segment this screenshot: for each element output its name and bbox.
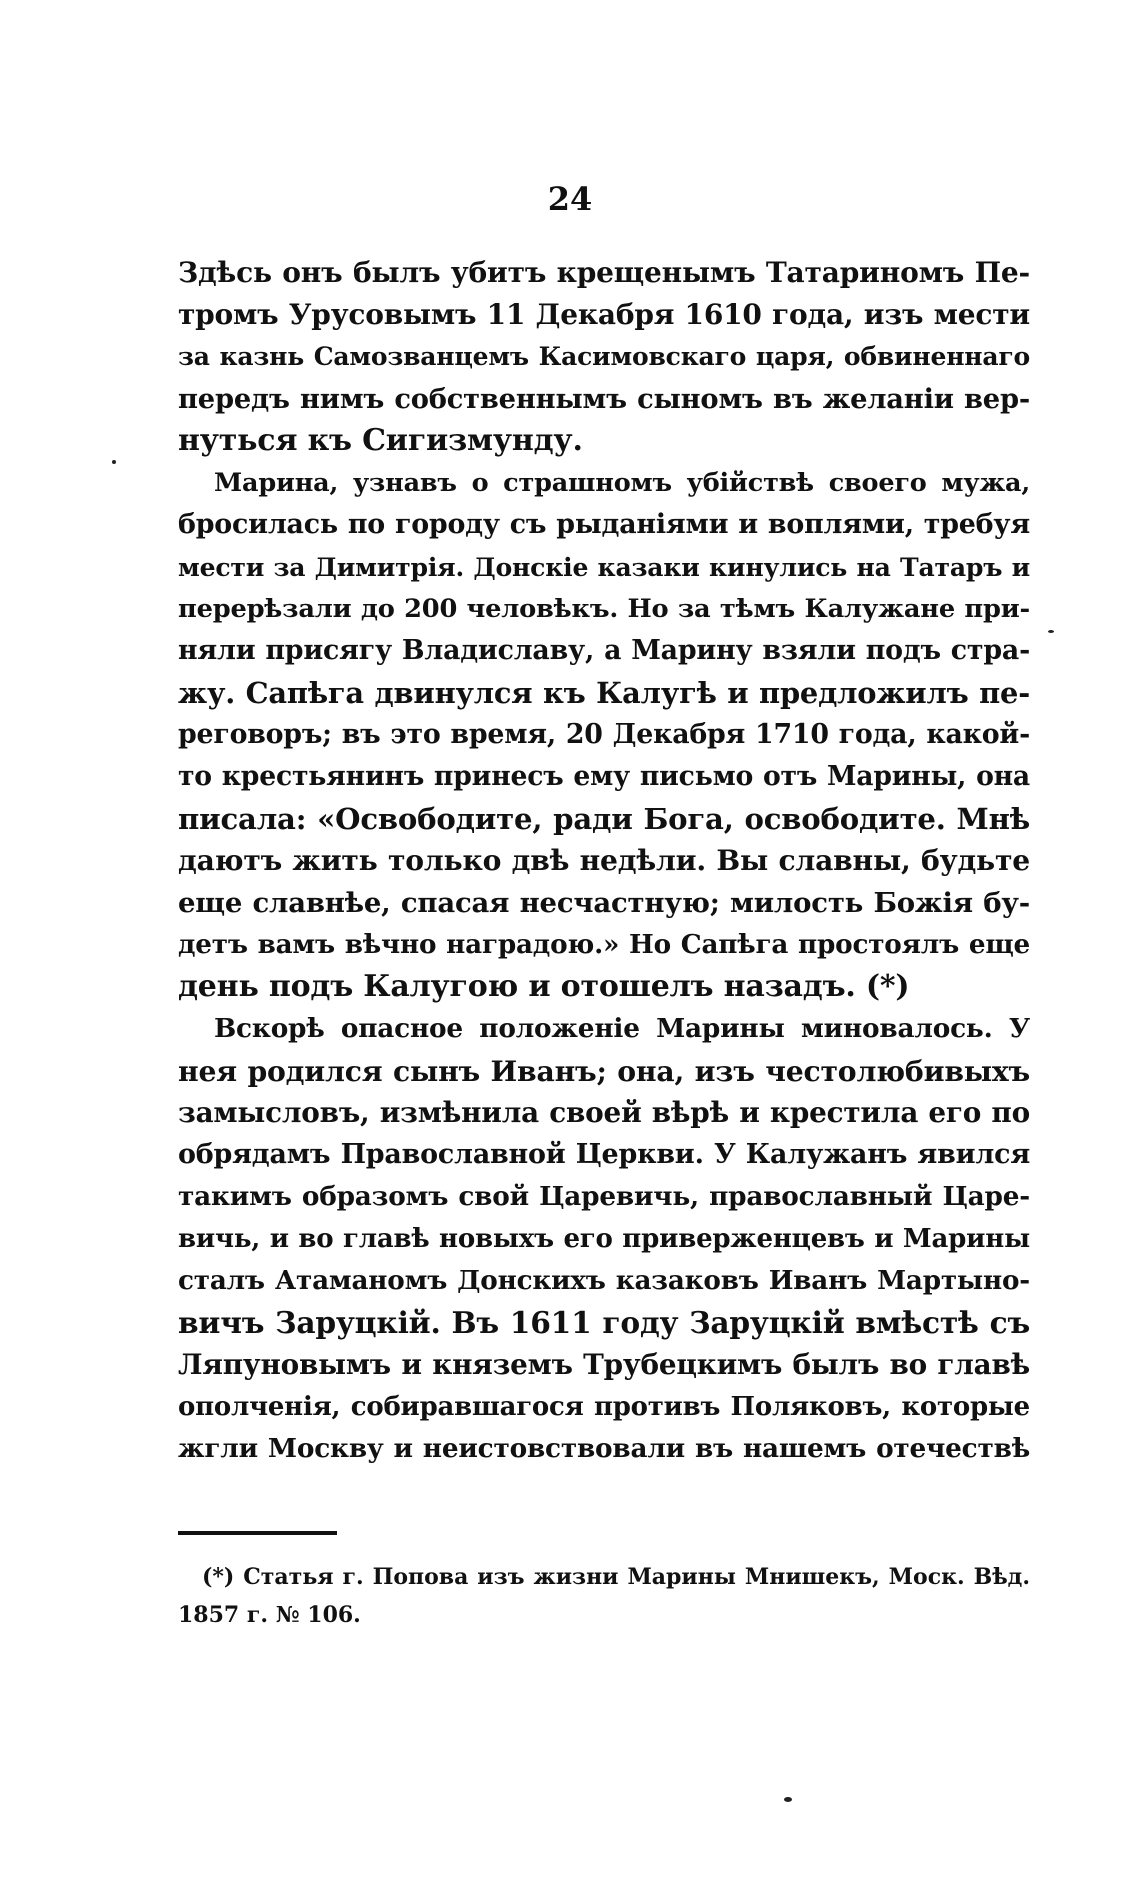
text-line: ополченія, собиравшагося противъ Поляковъ, которые [178, 1392, 1030, 1422]
text-line: то крестьянинъ принесъ ему письмо отъ Марины, она [178, 761, 1030, 792]
text-line: мести за Димитрія. Донскіе казаки кинулись на Татаръ и [178, 552, 1030, 582]
page-number: 24 [547, 180, 593, 218]
text-line: замысловъ, измѣнила своей вѣрѣ и крестила его по [178, 1096, 1030, 1129]
text-line: вичь, и во главѣ новыхъ его приверженцевъ и Марины [178, 1224, 1030, 1254]
text-line: день подъ Калугою и отошелъ назадъ. (*) [178, 969, 910, 1004]
text-line: такимъ образомъ свой Царевичь, православный Царе- [178, 1181, 1030, 1212]
scan-speck [784, 1797, 792, 1802]
text-line: реговоръ; въ это время, 20 Декабря 1710 года, какой- [178, 719, 1030, 750]
text-line: сталъ Атаманомъ Донскихъ казаковъ Иванъ Мартыно- [178, 1265, 1030, 1296]
text-line: нуться къ Сигизмунду. [178, 423, 583, 458]
scan-speck [112, 460, 116, 464]
text-line: писала: «Освободите, ради Бога, освободите. Мнѣ [178, 802, 1030, 836]
text-line: еще славнѣе, спасая несчастную; милость Божія бу- [178, 887, 1030, 919]
text-line: Вскорѣ опасное положеніе Марины миновалось. У [214, 1013, 1030, 1044]
text-line: Ляпуновымъ и княземъ Трубецкимъ былъ во главѣ [178, 1348, 1030, 1381]
text-line: перерѣзали до 200 человѣкъ. Но за тѣмъ Калужане при- [178, 594, 1030, 624]
text-line: обрядамъ Православной Церкви. У Калужанъ явился [178, 1139, 1030, 1170]
text-line: вичъ Заруцкій. Въ 1611 году Заруцкій вмѣстѣ съ [178, 1305, 1030, 1340]
text-line: за казнь Самозванцемъ Касимовскаго царя, обвиненнаго [178, 342, 1030, 371]
text-line: тромъ Урусовымъ 11 Декабря 1610 года, изъ мести [178, 298, 1030, 331]
text-line: Марина, узнавъ о страшномъ убійствѣ своего мужа, [214, 468, 1030, 498]
body-text [178, 252, 1030, 1470]
footnote-line: (*) Статья г. Попова изъ жизни Марины Мнишекъ, Моск. Вѣд. [202, 1564, 1030, 1590]
text-line: детъ вамъ вѣчно наградою.» Но Сапѣга простоялъ еще [178, 929, 1030, 960]
footnote-line: 1857 г. № 106. [178, 1602, 361, 1628]
footnote-rule [178, 1531, 337, 1535]
scan-speck [1048, 630, 1054, 633]
text-line: Здѣсь онъ былъ убитъ крещенымъ Татариномъ Пе- [178, 256, 1030, 289]
text-line: жгли Москву и неистовствовали въ нашемъ отечествѣ [178, 1433, 1030, 1464]
text-line: бросилась по городу съ рыданіями и воплями, требуя [178, 509, 1030, 540]
text-line: няли присягу Владиславу, а Марину взяли подъ стра- [178, 635, 1030, 666]
text-line: нея родился сынъ Иванъ; она, изъ честолюбивыхъ [178, 1054, 1030, 1088]
text-line: жу. Сапѣга двинулся къ Калугѣ и предложилъ пе- [178, 676, 1030, 710]
text-line: даютъ жить только двѣ недѣли. Вы славны, будьте [178, 844, 1030, 877]
footnote [178, 1558, 1030, 1634]
text-line: передъ нимъ собственнымъ сыномъ въ желаніи вер- [178, 383, 1030, 415]
